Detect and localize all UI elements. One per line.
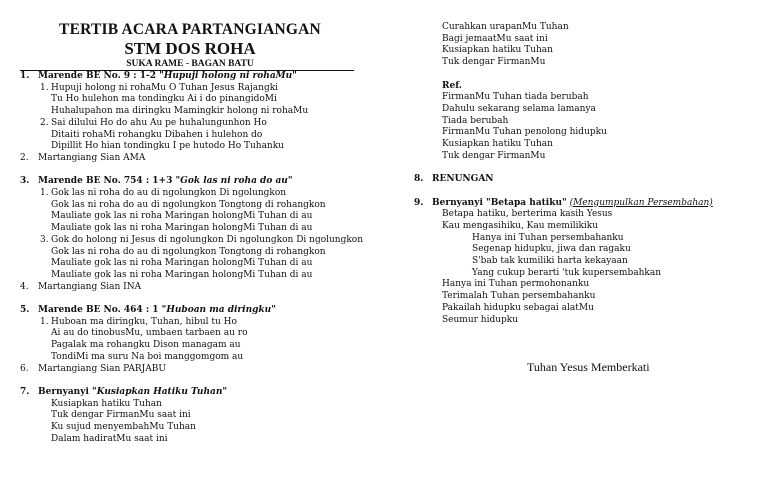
verse-line: Gok las ni roha do au di ngolungkon Tongtong di rohangkon: [51, 199, 326, 210]
verse-line: 1. Gok las ni roha do au di ngolungkon Di ngolungkon: [40, 188, 287, 199]
refrain-line: FirmanMu Tuhan penolong hidupku: [442, 127, 607, 138]
song-line: Dalam hadiratMu saat ini: [51, 433, 168, 444]
song-line: Pakailah hidupku sebagai alatMu: [442, 302, 594, 313]
song-line: Betapa hatiku, berterima kasih Yesus: [442, 209, 613, 220]
verse-line: 1. Huboan ma diringku, Tuhan, hibul tu Ho: [40, 316, 237, 327]
song-line: Tuk dengar FirmanMu: [442, 57, 546, 68]
item-4: 4. Martangiang Sian INA: [20, 281, 142, 292]
verse-line: TondiMi ma suru Na boi manggomgom au: [51, 351, 244, 362]
song-line: Kusiapkan hatiku Tuhan: [51, 398, 162, 409]
verse-line: Dipillit Ho hian tondingku I pe hutodo Ho Tuhanku: [51, 141, 284, 152]
item-8: 8. RENUNGAN: [414, 174, 494, 185]
song-line: Bagi jemaatMu saat ini: [442, 33, 548, 44]
item-9-heading: 9. Bernyanyi "Betapa hatiku" (Mengumpulkan Persembahan): [414, 197, 713, 208]
song-line: Ku sujud menyembahMu Tuhan: [51, 422, 196, 433]
song-line: Hanya ini Tuhan persembahanku: [472, 232, 624, 243]
verse-line: 3. Gok do holong ni Jesus di ngolungkon Di ngolungkon Di ngolungkon: [40, 234, 364, 245]
song-line: Curahkan urapanMu Tuhan: [442, 22, 569, 32]
page-title: TERTIB ACARA PARTANGIANGAN: [59, 21, 321, 38]
refrain-label: Ref.: [442, 80, 462, 91]
verse-line: 1. Hupuji holong ni rohaMu O Tuhan Jesus Rajangki: [40, 82, 279, 93]
refrain-line: Dahulu sekarang selama lamanya: [442, 103, 596, 114]
verse-line: Mauliate gok las ni roha Maringan holongMi Tuhan di au: [51, 223, 313, 234]
song-line: Tuk dengar FirmanMu saat ini: [51, 410, 191, 421]
song-line: S'bab tak kumiliki harta kekayaan: [472, 256, 628, 267]
refrain-line: Tiada berubah: [442, 115, 509, 126]
verse-line: Mauliate gok las ni roha Maringan holongMi Tuhan di au: [51, 211, 313, 222]
right-column: [414, 22, 754, 326]
verse-line: Mauliate gok las ni roha Maringan holongMi Tuhan di au: [51, 269, 313, 280]
closing-blessing: Tuhan Yesus Memberkati: [527, 360, 650, 374]
song-line: Segenap hidupku, jiwa dan ragaku: [472, 244, 631, 255]
refrain-line: FirmanMu Tuhan tiada berubah: [442, 92, 589, 103]
verse-line: Mauliate gok las ni roha Maringan holongMi Tuhan di au: [51, 258, 313, 269]
refrain-line: Kusiapkan hatiku Tuhan: [442, 139, 553, 150]
verse-line: Pagalak ma rohangku Dison managam au: [51, 340, 241, 351]
verse-line: Huhalupahon ma diringku Mamingkir holong ni rohaMu: [51, 106, 309, 117]
verse-line: 2. Sai dilului Ho do ahu Au pe huhalungunhon Ho: [40, 117, 267, 128]
verse-line: Gok las ni roha do au di ngolungkon Tongtong di rohangkon: [51, 246, 326, 257]
verse-line: Tu Ho hulehon ma tondingku Ai i do pinangidoMi: [51, 94, 277, 105]
item-1-heading: 1. Marende BE No. 9 : 1-2 "Hupuji holong ni rohaMu": [20, 71, 297, 81]
song-line: Seumur hidupku: [442, 314, 519, 325]
group-name: STM DOS ROHA: [124, 39, 256, 58]
song-line: Kau mengasihiku, Kau memilikiku: [442, 220, 599, 231]
song-line: Kusiapkan hatiku Tuhan: [442, 45, 553, 56]
verse-line: Ditaiti rohaMi rohangku Dibahen i hulehon do: [51, 129, 263, 140]
song-line: Terimalah Tuhan persembahanku: [442, 291, 596, 302]
item-6: 6. Martangiang Sian PARJABU: [20, 363, 166, 374]
verse-line: Ai au do tinobusMu, umbaen tarbaen au ro: [51, 328, 248, 339]
item-5-heading: 5. Marende BE No. 464 : 1 "Huboan ma diringku": [20, 305, 276, 316]
refrain-line: Tuk dengar FirmanMu: [442, 150, 546, 161]
left-column: [20, 20, 364, 445]
song-line: Hanya ini Tuhan permohonanku: [442, 279, 590, 290]
location-subtitle: SUKA RAME - BAGAN BATU: [126, 59, 254, 69]
item-3-heading: 3. Marende BE No. 754 : 1+3 "Gok las ni roha do au": [20, 176, 293, 187]
song-line: Yang cukup berarti 'tuk kupersembahkan: [472, 267, 662, 278]
item-7-heading: 7. Bernyanyi "Kusiapkan Hatiku Tuhan": [20, 386, 228, 397]
item-2: 2. Martangiang Sian AMA: [20, 152, 146, 163]
